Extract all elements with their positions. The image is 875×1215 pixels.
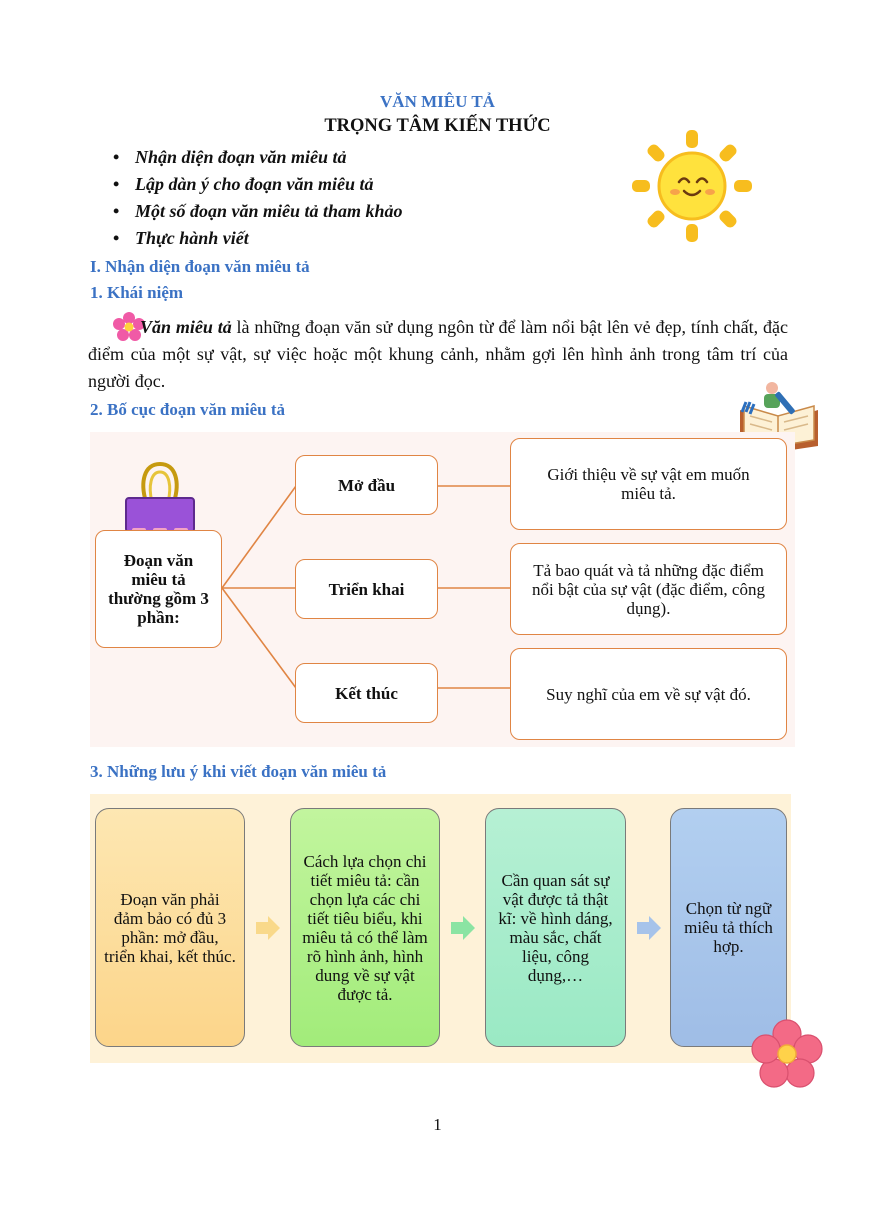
part-node: Kết thúc — [295, 663, 438, 723]
tip-card: Cần quan sát sự vật được tả thật kĩ: về hình dáng, màu sắc, chất liệu, công dụng,… — [485, 808, 626, 1047]
list-item: • Lập dàn ý cho đoạn văn miêu tả — [113, 171, 403, 198]
list-item: • Thực hành viết — [113, 225, 403, 252]
definition-term: Văn miêu tả — [140, 317, 232, 337]
part-description: Suy nghĩ của em về sự vật đó. — [510, 648, 787, 740]
list-item: • Một số đoạn văn miêu tả tham khảo — [113, 198, 403, 225]
flower-icon — [752, 1020, 822, 1088]
page-number: 1 — [433, 1115, 442, 1134]
part-description: Tả bao quát và tả những đặc điểm nổi bật của sự vật (đặc điểm, công dụng). — [510, 543, 787, 635]
arrow-right-icon — [256, 916, 280, 940]
subsection-heading: 2. Bố cục đoạn văn miêu tả — [90, 400, 286, 419]
arrow-right-icon — [451, 916, 475, 940]
subsection-heading: 3. Những lưu ý khi viết đoạn văn miêu tả — [90, 762, 387, 781]
tip-card: Đoạn văn phải đảm bảo có đủ 3 phần: mở đầu, triển khai, kết thúc. — [95, 808, 245, 1047]
tip-card: Cách lựa chọn chi tiết miêu tả: cần chọn lựa các chi tiết tiêu biểu, khi miêu tả có thể làm rõ hình ảnh, hình dung về sự vật được tả. — [290, 808, 440, 1047]
definition-text: là những đoạn văn sử dụng ngôn từ để làm nổi bật lên vẻ đẹp, tính chất, đặc điểm của một sự vật, sự việc hoặc một khung cảnh, nhằm gợi lên hình ảnh trong tâm trí của người đọc. — [88, 317, 788, 391]
binder-clip-icon — [124, 460, 196, 538]
list-item: • Nhận diện đoạn văn miêu tả — [113, 144, 403, 171]
part-node: Triển khai — [295, 559, 438, 619]
arrow-right-icon — [637, 916, 661, 940]
diagram-root-node: Đoạn văn miêu tả thường gồm 3 phần: — [95, 530, 222, 648]
part-description: Giới thiệu về sự vật em muốn miêu tả. — [510, 438, 787, 530]
subsection-heading: 1. Khái niệm — [90, 283, 184, 302]
tip-card: Chọn từ ngữ miêu tả thích hợp. — [670, 808, 787, 1047]
page-title: VĂN MIÊU TẢ — [380, 92, 495, 111]
page-subtitle: TRỌNG TÂM KIẾN THỨC — [324, 116, 551, 136]
section-heading: I. Nhận diện đoạn văn miêu tả — [90, 257, 310, 276]
part-node: Mở đầu — [295, 455, 438, 515]
